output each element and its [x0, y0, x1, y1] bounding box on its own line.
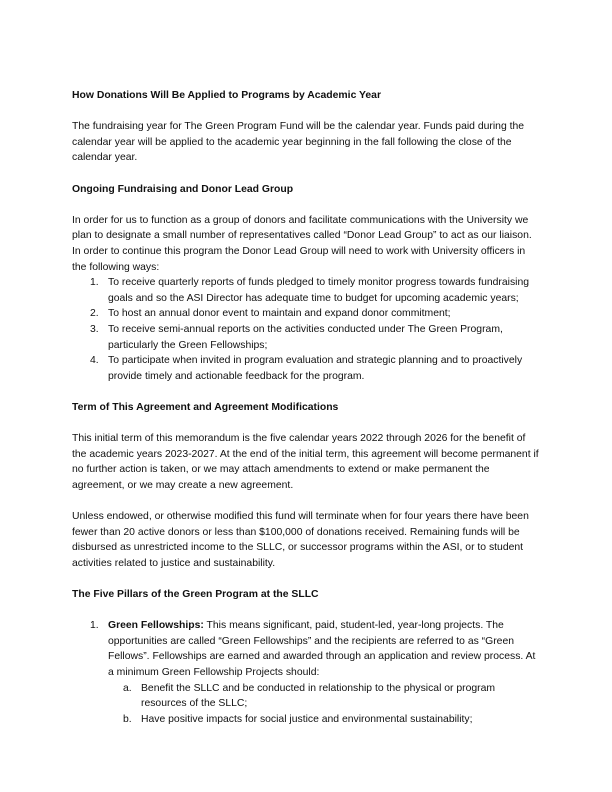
list-item-text: To receive quarterly reports of funds pledged to timely monitor progress towards fundraising goals and so the ASI Director has adequate time to budget for upcoming academic years; — [108, 277, 530, 304]
paragraph-initial-term: This initial term of this memorandum is the five calendar years 2022 through 2026 for the benefit of the academic years 2023-2027. At the end of the initial term, this agreement will become permanent if no further action is taken, or we may attach amendments to extend or make permanent the agreement, or we may create a new agreement. — [72, 433, 539, 491]
list-item — [72, 353, 542, 384]
pillar-sublist — [108, 681, 542, 728]
list-marker: 1. — [90, 620, 99, 632]
pillar-text: This means significant, paid, student-led, year-long projects. The opportunities are called “Green Fellowships” and the recipients are referred to as “Green Fellows”. Fellowships are earned and awarded through an application and review process. At a minimum Green Fellowship Projects should: — [108, 620, 536, 678]
list-item — [72, 306, 542, 322]
list-item-text: Benefit the SLLC and be conducted in relationship to the physical or program resources of the SLLC; — [141, 682, 496, 710]
section-heading-term: Term of This Agreement and Agreement Modifications — [72, 401, 339, 413]
section-heading-ongoing-fundraising: Ongoing Fundraising and Donor Lead Group — [72, 183, 294, 195]
list-item — [108, 712, 542, 728]
list-marker: a. — [123, 682, 132, 694]
pillar-title: Green Fellowships: — [108, 620, 204, 632]
list-marker: 4. — [90, 355, 99, 367]
section-heading-five-pillars: The Five Pillars of the Green Program at the SLLC — [72, 589, 319, 600]
section-heading-donations: How Donations Will Be Applied to Programs by Academic Year — [72, 90, 381, 101]
list-item-text: Have positive impacts for social justice and environmental sustainability; — [141, 713, 473, 725]
list-marker: 2. — [90, 308, 99, 320]
pillars-list — [72, 618, 542, 727]
paragraph-termination: Unless endowed, or otherwise modified this fund will terminate when for four years there have been fewer than 20 active donors or less than $100,000 of donations received. Remaining funds will be disbursed as unrestricted income to the SLLC, or successor programs within the ASI, or to student activities related to justice and sustainability. — [72, 511, 529, 569]
paragraph-donor-lead-intro: In order for us to function as a group of donors and facilitate communications with the University we plan to designate a small number of representatives called “Donor Lead Group” to act as our liaison. In order to continue this program the Donor Lead Group will need to work with University officers in the following ways: — [72, 214, 532, 273]
paragraph-fundraising-year: The fundraising year for The Green Program Fund will be the calendar year. Funds paid during the calendar year will be applied to the academic year beginning in the fall following the close of the calendar year. — [72, 121, 525, 164]
list-item-text: To host an annual donor event to maintain and expand donor commitment; — [108, 308, 451, 320]
list-item — [72, 275, 542, 306]
document-body — [72, 88, 542, 727]
list-item — [72, 618, 542, 727]
list-item — [72, 322, 542, 353]
list-marker: b. — [123, 713, 132, 725]
list-item-text: To participate when invited in program evaluation and strategic planning and to proactively provide timely and actionable feedback for the program. — [108, 355, 523, 382]
list-item — [108, 681, 542, 712]
list-marker: 3. — [90, 323, 99, 335]
donor-lead-list — [72, 275, 542, 384]
list-item-text: To receive semi-annual reports on the activities conducted under The Green Program, particularly the Green Fellowships; — [108, 323, 503, 351]
list-marker: 1. — [90, 277, 99, 289]
